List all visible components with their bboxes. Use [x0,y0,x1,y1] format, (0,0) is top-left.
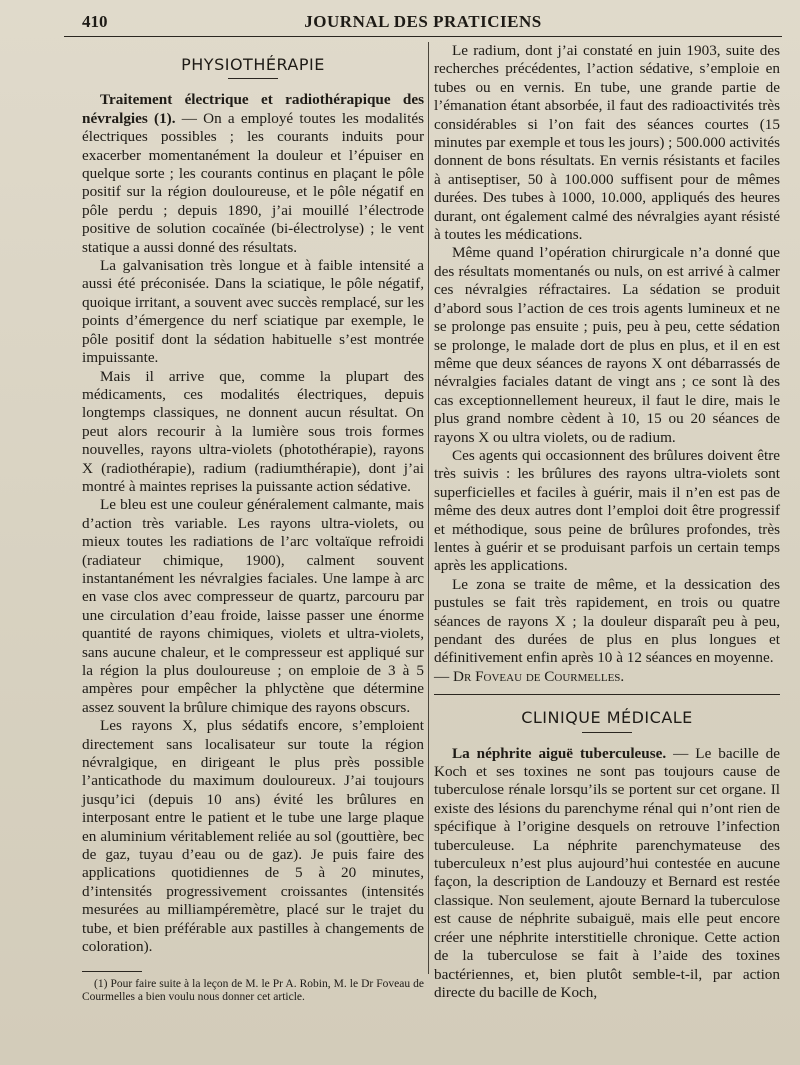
running-header [64,12,782,37]
article-paragraph [82,91,424,257]
footnote-rule [82,971,142,972]
section-rule [434,694,780,695]
article-paragraph: Mais il arrive que, comme la plupart des médicaments, ces modalités électriques, depuis longtemps classiques, ne donnent aucun résultat. On peut alors recourir à la lumière sous trois formes nouvelles, rayons ultra-violets (photothérapie), rayons X (radiothérapie), radium (radiumthérapie), dont j’ai montré à maintes reprises la puissante action sédative. [82,367,424,495]
article-paragraph: Même quand l’opération chirurgicale n’a donné que des résultats momentanés ou nuls, on est arrivé à calmer ces névralgies réfractaires. La sédation se produit d’abord sous l’action de ces trois agents lumineux et ne se prolonge pas ensuite ; puis, peu à peu, cette sédation se prolonge, le malade dort de plus en plus, et il en est même que deux séances de rayons X ont débarrassés de névralgies faciales datant de vingt ans ; ce sont là des cas exceptionnellement heureux, il faut le dire, mais le plus grand nombre cèdent à 10, 15 ou 20 séances de rayons X ou ultra violets, ou de radium. [434,244,780,446]
footnote: (1) Pour faire suite à la leçon de M. le Pr A. Robin, M. le Dr Foveau de Courmelles a bien voulu nous donner cet article. [82,977,424,1003]
title-rule [582,732,632,733]
article-heading: La néphrite aiguë tuberculeuse. [452,744,667,762]
article-paragraph [434,745,780,1003]
section-title-physiotherapie: PHYSIOTHÉRAPIE [181,55,325,74]
article-paragraph: La galvanisation très longue et à faible intensité a aussi été préconisée. Dans la sciatique, le pôle négatif, quoique irritant, a souvent avec succès remplacé, sur les points d’émergence du nerf sciatique par exemple, le pôle positif dont la sédation habituelle s’est montrée impuissante. [82,257,424,367]
article-paragraph: Le radium, dont j’ai constaté en juin 1903, suite des recherches précédentes, l’action sédative, s’emploie en tubes ou en vernis. En tube, une grande partie de l’émanation étant absorbée, il faut des radioactivités très considérables si l’on fait des séances courtes (15 minutes par exemple et tous les jours) ; 500.000 activités donnent de bons résultats. En vernis résistants et faciles à antiseptiser, 50 à 100.000 suffisent pour de mêmes durées. Des tubes à 1000, 10.000, appliqués des heures durant, ont également calmé des névralgies ayant résisté à toutes les médications. [434,42,780,244]
paragraph-text: — On a employé toutes les modalités électriques possibles ; les courants induits pour exacerber momentanément la douleur et l’épuiser en quelque sorte ; les courants continus en plaçant le pôle positif sur la région douloureuse, et le pôle négatif en pôle perdu ; depuis 1890, j’ai mouillé l’électrode positive de solution cocaïnée (bi-électrolyse) ; le vent statique a aussi donné des résultats. [82,109,425,256]
column-divider [428,42,429,974]
article-paragraph: Le zona se traite de même, et la dessication des pustules se fait très rapidement, en trois ou quatre séances de rayons X ; la douleur disparaît peu à peu, pendant des durées de plus en plus longues et définitivement enfin après 10 à 12 séances en moyenne. [434,575,780,667]
article-paragraph: Ces agents qui occasionnent des brûlures doivent être très suivis : les brûlures des rayons ultra-violets sont superficielles et faciles à guérir, mais il n’en est pas de même des deux autres dont l’emploi doit être progressif et méthodique, sous peine de brûlures profondes, très lentes à guérir et se produisant parfois un certain temps après les applications. [434,446,780,575]
page-number: 410 [82,12,108,31]
article-heading: Traitement électrique et radiothérapique des névralgies (1). [82,91,424,127]
title-rule [228,78,278,79]
journal-title: JOURNAL DES PRATICIENS [304,12,542,31]
author-signature: — Dr Foveau de Courmelles. [434,667,625,685]
section-title-clinique-medicale: CLINIQUE MÉDICALE [521,708,693,728]
paragraph-text: — Le bacille de Koch et ses toxines ne sont pas toujours cause de tuberculose rénale lorsqu’ils se portent sur cet organe. Il existe des lésions du parenchyme rénal qui n’ont rien de spécifique à l’origine desquels on retrouve l’infection tuberculeuse. La néphrite parenchymateuse des tuberculeux n’est plus aujourd’hui contestée en aucune façon, la description de Landouzy et Bernard est restée classique. Non seulement, ajoute Bernard la tuberculose est cause de néphrite subaiguë, mais elle peut encore créer une néphrite interstitielle chronique. Cette action de la tuberculose se fait à l’aide des toxines bactériennes, et, bien plutôt semble-t-il, par action directe du bacille de Koch, [434,744,781,1001]
article-paragraph: Les rayons X, plus sédatifs encore, s’emploient directement sans localisateur sur toute la région névralgique, en dirigeant le plus près possible l’anticathode du maximum douloureux. J’ai toujours jusqu’ici (depuis 10 ans) évité les brûlures en interposant entre le patient et le tube une large plaque en aluminium véritablement reliée au sol (gouttière, bec de gaz, tuyau d’eau ou de gaz). Je puis faire des applications quotidiennes de 5 à 20 minutes, d’intensités progressivement croissantes (intensités mesurées au milliampéremètre, placé sur le trajet du tube, et bien préférable aux pastilles à changements de coloration). [82,717,424,956]
left-column [82,42,424,1004]
article-paragraph: Le bleu est une couleur généralement calmante, mais d’action très variable. Les rayons ultra-violets, ou mieux toutes les radiations de l’arc voltaïque refroidi (radiateur chimique, 1900), calment souvent instantanément les névralgies faciales. Une lampe à arc en vase clos avec compresseur de quartz, parcouru par une circulation d’eau froide, laisse passer une énorme quantité de rayons chimiques, violets et ultra-violets, sans aucune chaleur, et le compresseur est appliqué sur la région la plus douloureuse ; on emploie de 3 à 5 ampères pour empêcher la phlyctène que détermine assez souvent la brûlure chimique des rayons obscurs. [82,496,424,716]
right-column [434,42,780,1002]
